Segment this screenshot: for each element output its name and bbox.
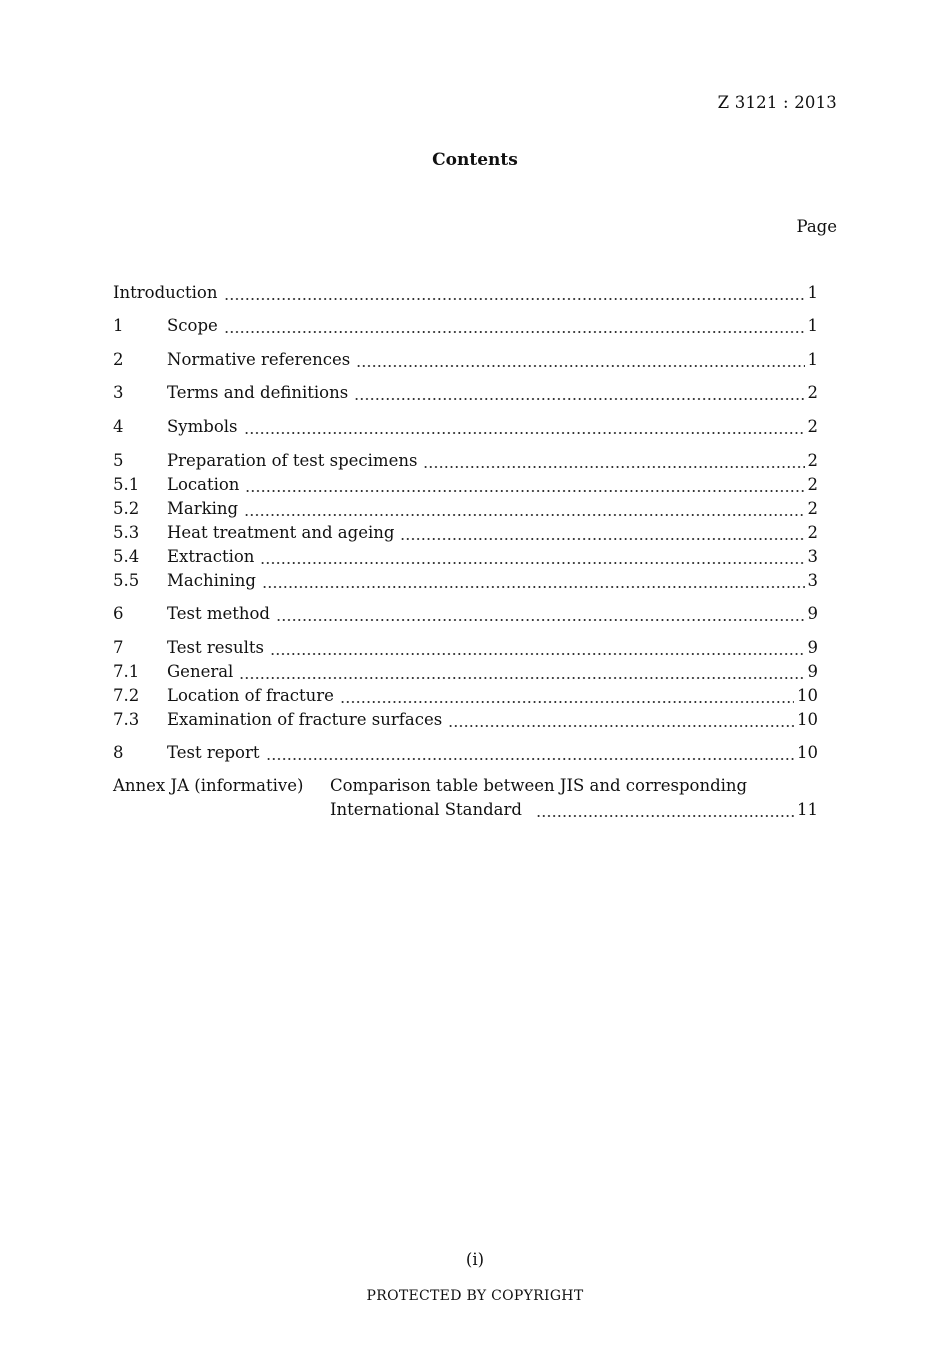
toc-entry-label: Examination of fracture surfaces: [167, 710, 443, 729]
dot-leader: [536, 815, 794, 817]
toc-entry-page: 2: [807, 451, 818, 470]
toc-entry-test-results[interactable]: [113, 638, 818, 662]
toc-entry-normative-references[interactable]: [113, 350, 818, 374]
footer-page-number: (i): [465, 1250, 485, 1269]
toc-entry-examination-of-fracture-surfaces[interactable]: [113, 710, 818, 734]
toc-entry-machining[interactable]: [113, 571, 818, 595]
toc-entry-number: 4: [113, 417, 124, 436]
page-column-label: Page: [796, 217, 837, 236]
dot-leader: [262, 586, 805, 588]
dot-leader: [224, 331, 805, 333]
toc-entry-number: 5: [113, 451, 124, 470]
toc-entry-terms-and-definitions[interactable]: [113, 383, 818, 407]
toc-entry-page: 10: [797, 686, 818, 705]
annex-title-line1[interactable]: Comparison table between JIS and corresponding: [330, 776, 748, 795]
toc-entry-scope[interactable]: [113, 316, 818, 340]
page-title: Contents: [432, 150, 518, 170]
toc-entry-number: 2: [113, 350, 124, 369]
toc-entry-label: Location: [167, 475, 240, 494]
toc-entry-number: 6: [113, 604, 124, 623]
toc-entry-page: 9: [807, 662, 818, 681]
standard-number: Z 3121 : 2013: [717, 93, 837, 112]
toc-entry-number: 7: [113, 638, 124, 657]
toc-entry-preparation-of-test-specimens[interactable]: [113, 451, 818, 475]
toc-entry-number: 1: [113, 316, 124, 335]
toc-entry-extraction[interactable]: [113, 547, 818, 571]
toc-entry-number: 5.1: [113, 475, 140, 494]
toc-entry-label: General: [167, 662, 234, 681]
dot-leader: [423, 466, 804, 468]
toc-entry-label: Location of fracture: [167, 686, 334, 705]
dot-leader: [239, 677, 804, 679]
toc-entry-location[interactable]: [113, 475, 818, 499]
dot-leader: [224, 298, 805, 300]
toc-entry-introduction[interactable]: [113, 283, 818, 307]
toc-entry-location-of-fracture[interactable]: [113, 686, 818, 710]
toc-entry-page: 9: [807, 604, 818, 623]
toc-entry-test-method[interactable]: [113, 604, 818, 628]
toc-entry-page: 9: [807, 638, 818, 657]
toc-entry-label: Test report: [167, 743, 260, 762]
dot-leader: [266, 758, 795, 760]
annex-title-line2: International Standard: [330, 800, 522, 819]
toc-entry-number: 7.2: [113, 686, 140, 705]
toc-entry-page: 2: [807, 383, 818, 402]
toc-entry-page: 2: [807, 417, 818, 436]
toc-entry-label: Test results: [167, 638, 264, 657]
toc-entry-number: 5.5: [113, 571, 140, 590]
toc-entry-page: 3: [807, 547, 818, 566]
toc-entry-label: Introduction: [113, 283, 218, 302]
toc-entry-test-report[interactable]: [113, 743, 818, 767]
toc-entry-page: 10: [797, 743, 818, 762]
toc-entry-label: Symbols: [167, 417, 238, 436]
table-of-contents: [113, 0, 818, 1345]
dot-leader: [276, 619, 805, 621]
dot-leader: [244, 514, 804, 516]
dot-leader: [356, 365, 804, 367]
toc-entry-label: Normative references: [167, 350, 351, 369]
toc-entry-label: Heat treatment and ageing: [167, 523, 395, 542]
toc-entry-annex[interactable]: [330, 800, 818, 824]
dot-leader: [270, 653, 805, 655]
toc-entry-page: 10: [797, 710, 818, 729]
toc-entry-page: 3: [807, 571, 818, 590]
dot-leader: [340, 701, 794, 703]
toc-entry-number: 5.2: [113, 499, 140, 518]
toc-entry-label: Preparation of test specimens: [167, 451, 418, 470]
toc-entry-label: Terms and definitions: [167, 383, 349, 402]
toc-entry-general[interactable]: [113, 662, 818, 686]
toc-entry-heat-treatment-and-ageing[interactable]: [113, 523, 818, 547]
dot-leader: [260, 562, 804, 564]
annex-label: Annex JA (informative): [113, 776, 304, 795]
toc-entry-page: 1: [807, 316, 818, 335]
toc-entry-label: Test method: [167, 604, 270, 623]
dot-leader: [245, 490, 804, 492]
dot-leader: [354, 398, 804, 400]
toc-entry-symbols[interactable]: [113, 417, 818, 441]
toc-entry-page: 2: [807, 523, 818, 542]
toc-entry-page: 1: [807, 283, 818, 302]
toc-entry-label: Marking: [167, 499, 239, 518]
toc-entry-page: 2: [807, 475, 818, 494]
toc-entry-number: 5.3: [113, 523, 140, 542]
toc-entry-page: 1: [807, 350, 818, 369]
toc-entry-number: 7.1: [113, 662, 140, 681]
toc-entry-page: 11: [797, 800, 818, 819]
toc-entry-label: Extraction: [167, 547, 255, 566]
toc-entry-label: Machining: [167, 571, 256, 590]
toc-entry-number: 3: [113, 383, 124, 402]
dot-leader: [448, 725, 794, 727]
copyright-notice: PROTECTED BY COPYRIGHT: [366, 1288, 584, 1304]
toc-entry-label: Scope: [167, 316, 218, 335]
toc-entry-marking[interactable]: [113, 499, 818, 523]
toc-entry-number: 8: [113, 743, 124, 762]
toc-entry-page: 2: [807, 499, 818, 518]
dot-leader: [400, 538, 804, 540]
toc-entry-number: 7.3: [113, 710, 140, 729]
dot-leader: [244, 432, 805, 434]
toc-entry-number: 5.4: [113, 547, 140, 566]
